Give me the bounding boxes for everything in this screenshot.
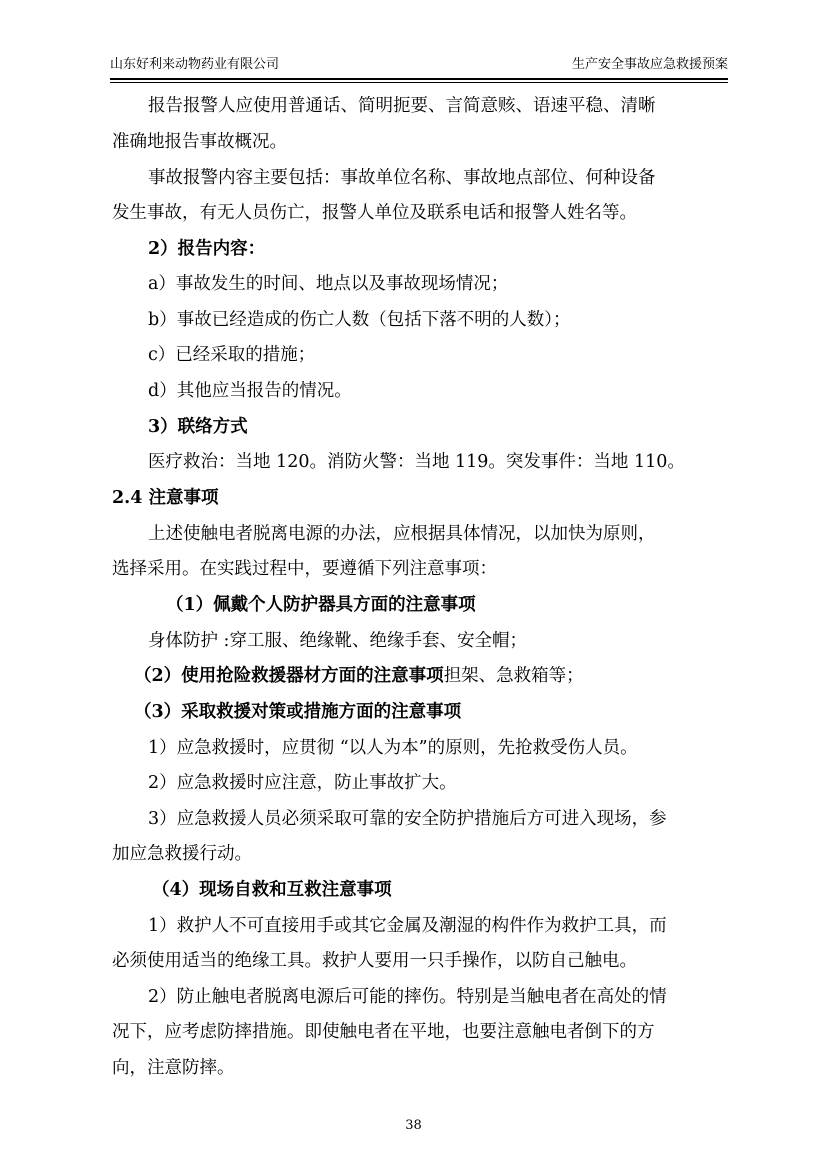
subheading-inline: （2）使用抢险救援器材方面的注意事项	[134, 666, 444, 686]
list-item: 1）救护人不可直接用手或其它金属及潮湿的构件作为救护工具，而	[148, 916, 667, 936]
paragraph-line: 上述使触电者脱离电源的办法，应根据具体情况，以加快为原则，	[148, 524, 656, 544]
paragraph-line: 报告报警人应使用普通话、简明扼要、言简意赅、语速平稳、清晰	[148, 96, 656, 116]
list-item: 2）防止触电者脱离电源后可能的摔伤。特别是当触电者在高处的情	[148, 987, 667, 1007]
list-item: d）其他应当报告的情况。	[148, 381, 352, 401]
header-company: 山东好利来动物药业有限公司	[110, 57, 280, 72]
page-header	[110, 52, 728, 80]
subheading: 3）联络方式	[148, 417, 248, 437]
list-item: c）已经采取的措施；	[148, 345, 316, 365]
subheading: （1）佩戴个人防护器具方面的注意事项	[166, 595, 476, 615]
list-item: a）事故发生的时间、地点以及事故现场情况；	[148, 274, 509, 294]
paragraph-line: 准确地报告事故概况。	[112, 132, 287, 152]
paragraph-line: 况下，应考虑防摔措施。即使触电者在平地，也要注意触电者倒下的方	[112, 1022, 655, 1042]
paragraph-line	[134, 664, 584, 688]
paragraph-line: 医疗救治：当地 120。消防火警：当地 119。突发事件：当地 110。	[148, 452, 685, 472]
paragraph-line: 必须使用适当的绝缘工具。救护人要用一只手操作，以防自己触电。	[112, 951, 637, 971]
paragraph-line: 事故报警内容主要包括：事故单位名称、事故地点部位、何种设备	[148, 168, 656, 188]
list-item: b）事故已经造成的伤亡人数（包括下落不明的人数）；	[148, 310, 571, 330]
subheading: （4）现场自救和互救注意事项	[152, 880, 392, 900]
subheading: （3）采取救援对策或措施方面的注意事项	[134, 702, 462, 722]
paragraph-line: 身体防护 :穿工服、绝缘靴、绝缘手套、安全帽；	[148, 631, 527, 651]
paragraph-line: 加应急救援行动。	[112, 844, 252, 864]
paragraph-line: 向，注意防摔。	[112, 1058, 235, 1078]
page-number: 38	[405, 1118, 422, 1133]
header-rule	[110, 82, 728, 83]
section-heading: 2.4 注意事项	[112, 488, 219, 508]
list-item: 2）应急救援时应注意，防止事故扩大。	[148, 773, 457, 793]
paragraph-line: 发生事故，有无人员伤亡，报警人单位及联系电话和报警人姓名等。	[112, 203, 637, 223]
header-doc-title: 生产安全事故应急救援预案	[571, 57, 728, 72]
paragraph-line: 选择采用。在实践过程中，要遵循下列注意事项：	[112, 559, 497, 579]
inline-text: 担架、急救箱等；	[443, 666, 584, 686]
list-item: 1）应急救援时，应贯彻 “以人为本”的原则，先抢救受伤人员。	[148, 738, 638, 758]
list-item: 3）应急救援人员必须采取可靠的安全防护措施后方可进入现场，参	[148, 809, 667, 829]
subheading: 2）报告内容：	[148, 239, 266, 259]
